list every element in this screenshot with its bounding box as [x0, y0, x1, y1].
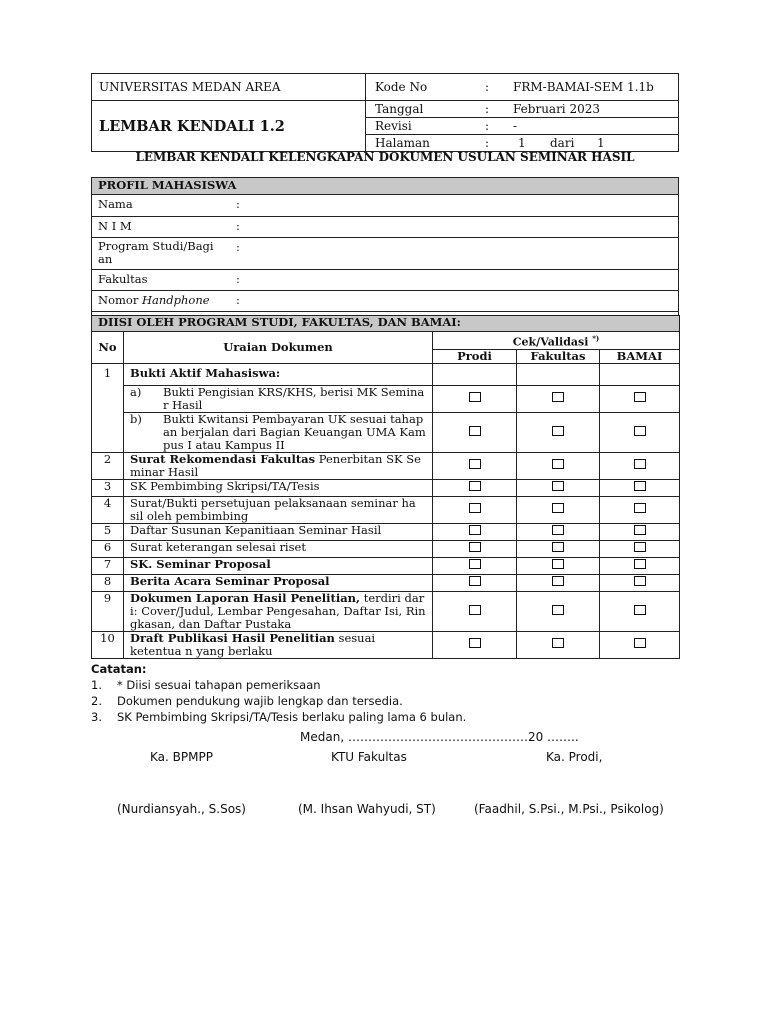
checkbox-bamai[interactable] — [634, 459, 646, 469]
row-description: Surat/Bukti persetujuan pelaksanaan seminar ha sil oleh pembimbing — [124, 496, 433, 523]
checkbox-fakultas[interactable] — [552, 542, 564, 552]
col-uraian: Uraian Dokumen — [124, 332, 433, 364]
col-fakultas: Fakultas — [517, 349, 600, 363]
checkbox-prodi[interactable] — [469, 481, 481, 491]
signature-role-prodi: Ka. Prodi, — [546, 750, 603, 764]
table-row — [92, 574, 680, 591]
signature-name-bpmpp: (Nurdiansyah., S.Sos) — [117, 802, 246, 816]
table-row: b) Bukti Kwitansi Pembayaran UK sesuai tahap an berjalan dari Bagian Keuangan UMA Kam pus I atau Kampus II — [124, 412, 433, 452]
row-number: 10 — [92, 631, 124, 658]
row-number: 6 — [92, 540, 124, 557]
checkbox-bamai[interactable] — [634, 576, 646, 586]
table-row — [92, 452, 680, 479]
table-row — [92, 479, 680, 496]
notes — [91, 661, 466, 725]
place-date: Medan, ………………………………………20 …….. — [300, 730, 579, 744]
checkbox-fakultas[interactable] — [552, 459, 564, 469]
checkbox-bamai[interactable] — [634, 559, 646, 569]
row-number: 1 — [92, 363, 124, 452]
checkbox-fakultas[interactable] — [552, 559, 564, 569]
meta-tanggal: Tanggal : Februari 2023 — [366, 101, 679, 118]
table-row — [92, 557, 680, 574]
row-description: Daftar Susunan Kepanitiaan Seminar Hasil — [124, 523, 433, 540]
checkbox-bamai[interactable] — [634, 426, 646, 436]
profile-field-handphone[interactable]: Nomor Handphone : — [92, 291, 679, 312]
checkbox-prodi[interactable] — [469, 559, 481, 569]
checkbox-fakultas[interactable] — [552, 525, 564, 535]
checkbox-fakultas[interactable] — [552, 481, 564, 491]
profile-field-nim[interactable]: N I M : — [92, 217, 679, 238]
meta-halaman: Halaman : 1 dari 1 — [366, 135, 679, 152]
row-description: Surat keterangan selesai riset — [124, 540, 433, 557]
row-number: 9 — [92, 591, 124, 631]
checklist-table — [91, 315, 680, 659]
checkbox-prodi[interactable] — [469, 525, 481, 535]
checkbox-bamai[interactable] — [634, 503, 646, 513]
table-row — [92, 496, 680, 523]
table-row — [92, 591, 680, 631]
meta-kode-no: Kode No : FRM-BAMAI-SEM 1.1b — [366, 74, 679, 101]
notes-title: Catatan: — [91, 662, 147, 676]
row-number: 3 — [92, 479, 124, 496]
row-number: 2 — [92, 452, 124, 479]
note-item: 3. SK Pembimbing Skripsi/TA/Tesis berlaku paling lama 6 bulan. — [91, 710, 467, 724]
university-name: UNIVERSITAS MEDAN AREA — [92, 74, 366, 101]
row-number: 8 — [92, 574, 124, 591]
profile-field-program-studi[interactable]: Program Studi/Bagi an: — [92, 238, 679, 270]
checkbox-bamai[interactable] — [634, 605, 646, 615]
col-bamai: BAMAI — [600, 349, 680, 363]
signature-role-bpmpp: Ka. BPMPP — [150, 750, 213, 764]
checkbox-prodi[interactable] — [469, 459, 481, 469]
checklist-heading: DIISI OLEH PROGRAM STUDI, FAKULTAS, DAN BAMAI: — [92, 316, 680, 332]
checkbox-prodi[interactable] — [469, 392, 481, 402]
checkbox-bamai[interactable] — [634, 638, 646, 648]
col-cek-validasi: Cek/Validasi *) — [433, 332, 680, 350]
document-title: LEMBAR KENDALI KELENGKAPAN DOKUMEN USULAN SEMINAR HASIL — [135, 150, 635, 164]
row-number: 7 — [92, 557, 124, 574]
table-row — [92, 540, 680, 557]
table-row — [92, 631, 680, 658]
row-description: SK. Seminar Proposal — [124, 557, 433, 574]
row-description: Draft Publikasi Hasil Penelitian sesuai ketentua n yang berlaku — [124, 631, 433, 658]
table-row: a) Bukti Pengisian KRS/KHS, berisi MK Semina r Hasil — [124, 385, 433, 412]
note-item: 1. * Diisi sesuai tahapan pemeriksaan — [91, 678, 321, 692]
checkbox-fakultas[interactable] — [552, 426, 564, 436]
signature-name-prodi: (Faadhil, S.Psi., M.Psi., Psikolog) — [474, 802, 664, 816]
checkbox-prodi[interactable] — [469, 542, 481, 552]
profile-field-nama[interactable]: Nama : — [92, 195, 679, 217]
checkbox-fakultas[interactable] — [552, 605, 564, 615]
profile-field-fakultas[interactable]: Fakultas : — [92, 270, 679, 291]
row-description: Berita Acara Seminar Proposal — [124, 574, 433, 591]
checkbox-prodi[interactable] — [469, 638, 481, 648]
row-title: Bukti Aktif Mahasiswa: — [124, 363, 433, 385]
note-item: 2. Dokumen pendukung wajib lengkap dan tersedia. — [91, 694, 403, 708]
col-prodi: Prodi — [433, 349, 517, 363]
row-description: Surat Rekomendasi Fakultas Penerbitan SK Se minar Hasil — [124, 452, 433, 479]
form-header — [91, 73, 679, 152]
checkbox-fakultas[interactable] — [552, 503, 564, 513]
profile-heading: PROFIL MAHASISWA — [92, 178, 679, 195]
checkbox-prodi[interactable] — [469, 503, 481, 513]
meta-revisi: Revisi : - — [366, 118, 679, 135]
row-description: SK Pembimbing Skripsi/TA/Tesis — [124, 479, 433, 496]
checkbox-fakultas[interactable] — [552, 392, 564, 402]
signature-name-ktu: (M. Ihsan Wahyudi, ST) — [298, 802, 436, 816]
checkbox-bamai[interactable] — [634, 525, 646, 535]
checkbox-bamai[interactable] — [634, 542, 646, 552]
row-description: Dokumen Laporan Hasil Penelitian, terdiri dar i: Cover/Judul, Lembar Pengesahan, Daftar Isi, Rin gkasan, dan Daftar Pustaka — [124, 591, 433, 631]
profile-table — [91, 177, 679, 321]
row-number: 4 — [92, 496, 124, 523]
checkbox-fakultas[interactable] — [552, 638, 564, 648]
checkbox-bamai[interactable] — [634, 392, 646, 402]
checkbox-fakultas[interactable] — [552, 576, 564, 586]
checkbox-bamai[interactable] — [634, 481, 646, 491]
table-row — [92, 523, 680, 540]
checkbox-prodi[interactable] — [469, 605, 481, 615]
signature-role-ktu: KTU Fakultas — [331, 750, 407, 764]
checkbox-prodi[interactable] — [469, 426, 481, 436]
col-no: No — [92, 332, 124, 364]
row-number: 5 — [92, 523, 124, 540]
form-title: LEMBAR KENDALI 1.2 — [92, 101, 366, 152]
checkbox-prodi[interactable] — [469, 576, 481, 586]
